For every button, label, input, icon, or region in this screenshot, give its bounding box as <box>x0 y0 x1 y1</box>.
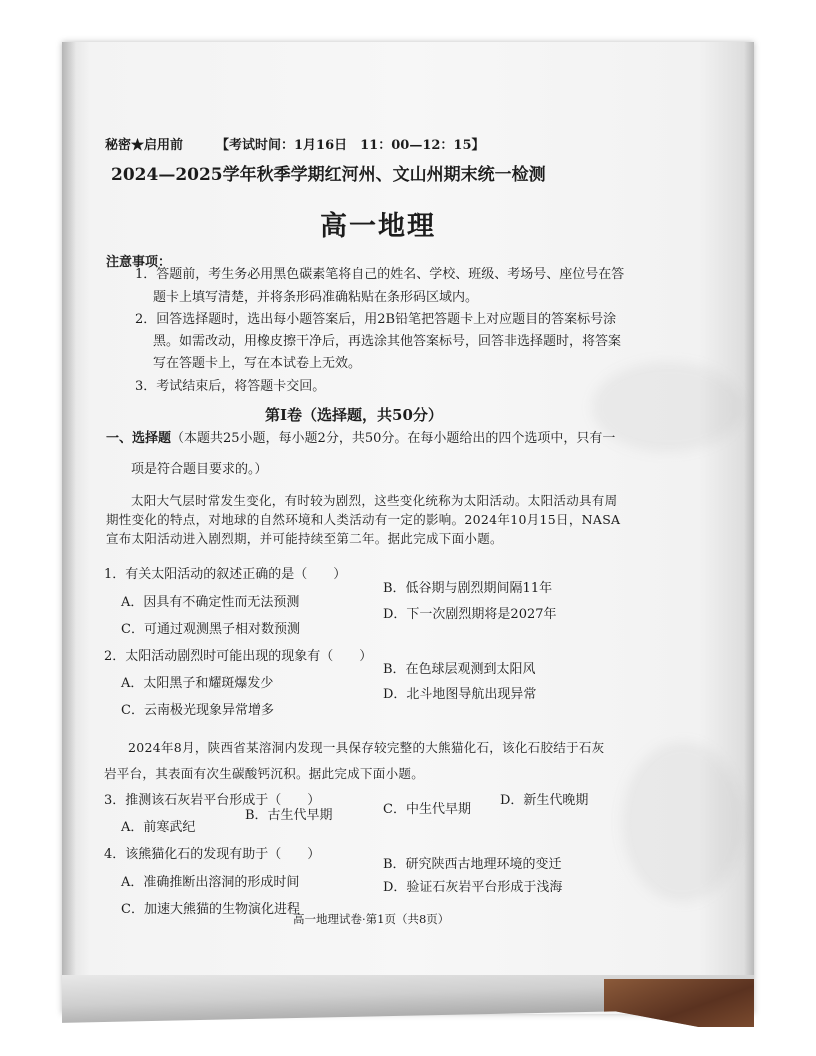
option-d: D．北斗地图导航出现异常 <box>383 687 537 702</box>
table-surface <box>604 979 754 1027</box>
question-stem: 4．该熊猫化石的发现有助于（ ） <box>104 847 321 862</box>
confidential-label: 秘密★启用前 <box>105 138 184 153</box>
option-a: A．准确推断出溶洞的形成时间 <box>121 875 300 890</box>
option-b: B．古生代早期 <box>245 808 333 823</box>
option-c: C．云南极光现象异常增多 <box>121 703 274 718</box>
notice-line: 1．答题前，考生务必用黑色碳素笔将自己的姓名、学校、班级、考场号、座位号在答 <box>135 267 625 282</box>
section-text: （本题共25小题，每小题2分，共50分。在每小题给出的四个选项中，只有一 <box>171 431 616 446</box>
paper-stain <box>622 742 742 902</box>
notice-line: 写在答题卡上，写在本试卷上无效。 <box>153 356 362 371</box>
part-title: 第Ⅰ卷（选择题，共50分） <box>265 406 443 424</box>
option-c: C．可通过观测黑子相对数预测 <box>121 622 300 637</box>
exam-title: 2024—2025学年秋季学期红河州、文山州期末统一检测 <box>111 165 546 185</box>
question-stem: 3．推测该石灰岩平台形成于（ ） <box>104 793 321 808</box>
question-stem: 2．太阳活动剧烈时可能出现的现象有（ ） <box>104 649 373 664</box>
passage-line: 期性变化的特点，对地球的自然环境和人类活动有一定的影响。2024年10月15日，NASA <box>106 512 621 527</box>
section-label: 一、选择题 <box>106 431 172 446</box>
passage-line: 2024年8月，陕西省某溶洞内发现一具保存较完整的大熊猫化石，该化石胶结于石灰 <box>128 740 605 755</box>
option-d: D．验证石灰岩平台形成于浅海 <box>383 880 563 895</box>
option-d: D．下一次剧烈期将是2027年 <box>383 607 557 622</box>
notice-line: 黑。如需改动，用橡皮擦干净后，再选涂其他答案标号，回答非选择题时，将答案 <box>153 334 622 349</box>
page-edge-shadow-right <box>744 42 754 1014</box>
page-bottom-fold <box>62 975 754 1027</box>
passage-line: 岩平台，其表面有次生碳酸钙沉积。据此完成下面小题。 <box>104 766 425 781</box>
option-b: B．在色球层观测到太阳风 <box>383 662 536 677</box>
option-d: D．新生代晚期 <box>500 793 589 808</box>
option-c: C．中生代早期 <box>383 802 471 817</box>
notice-heading: 注意事项： <box>106 255 172 270</box>
section-instructions <box>106 427 615 446</box>
option-a: A．太阳黑子和耀斑爆发少 <box>121 676 274 691</box>
option-a: A．因具有不确定性而无法预测 <box>121 595 300 610</box>
notice-line: 3．考试结束后，将答题卡交回。 <box>135 379 326 394</box>
passage-line: 太阳大气层时常发生变化，有时较为剧烈，这些变化统称为太阳活动。太阳活动具有周 <box>131 493 618 508</box>
notice-line: 2．回答选择题时，选出每小题答案后，用2B铅笔把答题卡上对应题目的答案标号涂 <box>135 312 617 327</box>
option-a: A．前寒武纪 <box>121 820 196 835</box>
notice-line: 题卡上填写清楚，并将条形码准确粘贴在条形码区域内。 <box>153 290 479 305</box>
exam-time: 【考试时间：1月16日 11：00—12：15】 <box>216 138 485 153</box>
page-edge-shadow-left <box>62 42 76 1014</box>
subject-title: 高一地理 <box>320 211 436 242</box>
question-stem: 1．有关太阳活动的叙述正确的是（ ） <box>104 567 347 582</box>
option-b: B．研究陕西古地理环境的变迁 <box>383 857 562 872</box>
page-footer: 高一地理试卷·第1页（共8页） <box>293 912 450 926</box>
passage-line: 宣布太阳活动进入剧烈期，并可能持续至第二年。据此完成下面小题。 <box>106 531 503 546</box>
option-c: C．加速大熊猫的生物演化进程 <box>121 902 300 917</box>
section-text-cont: 项是符合题目要求的。） <box>131 462 268 477</box>
option-b: B．低谷期与剧烈期间隔11年 <box>383 581 553 596</box>
